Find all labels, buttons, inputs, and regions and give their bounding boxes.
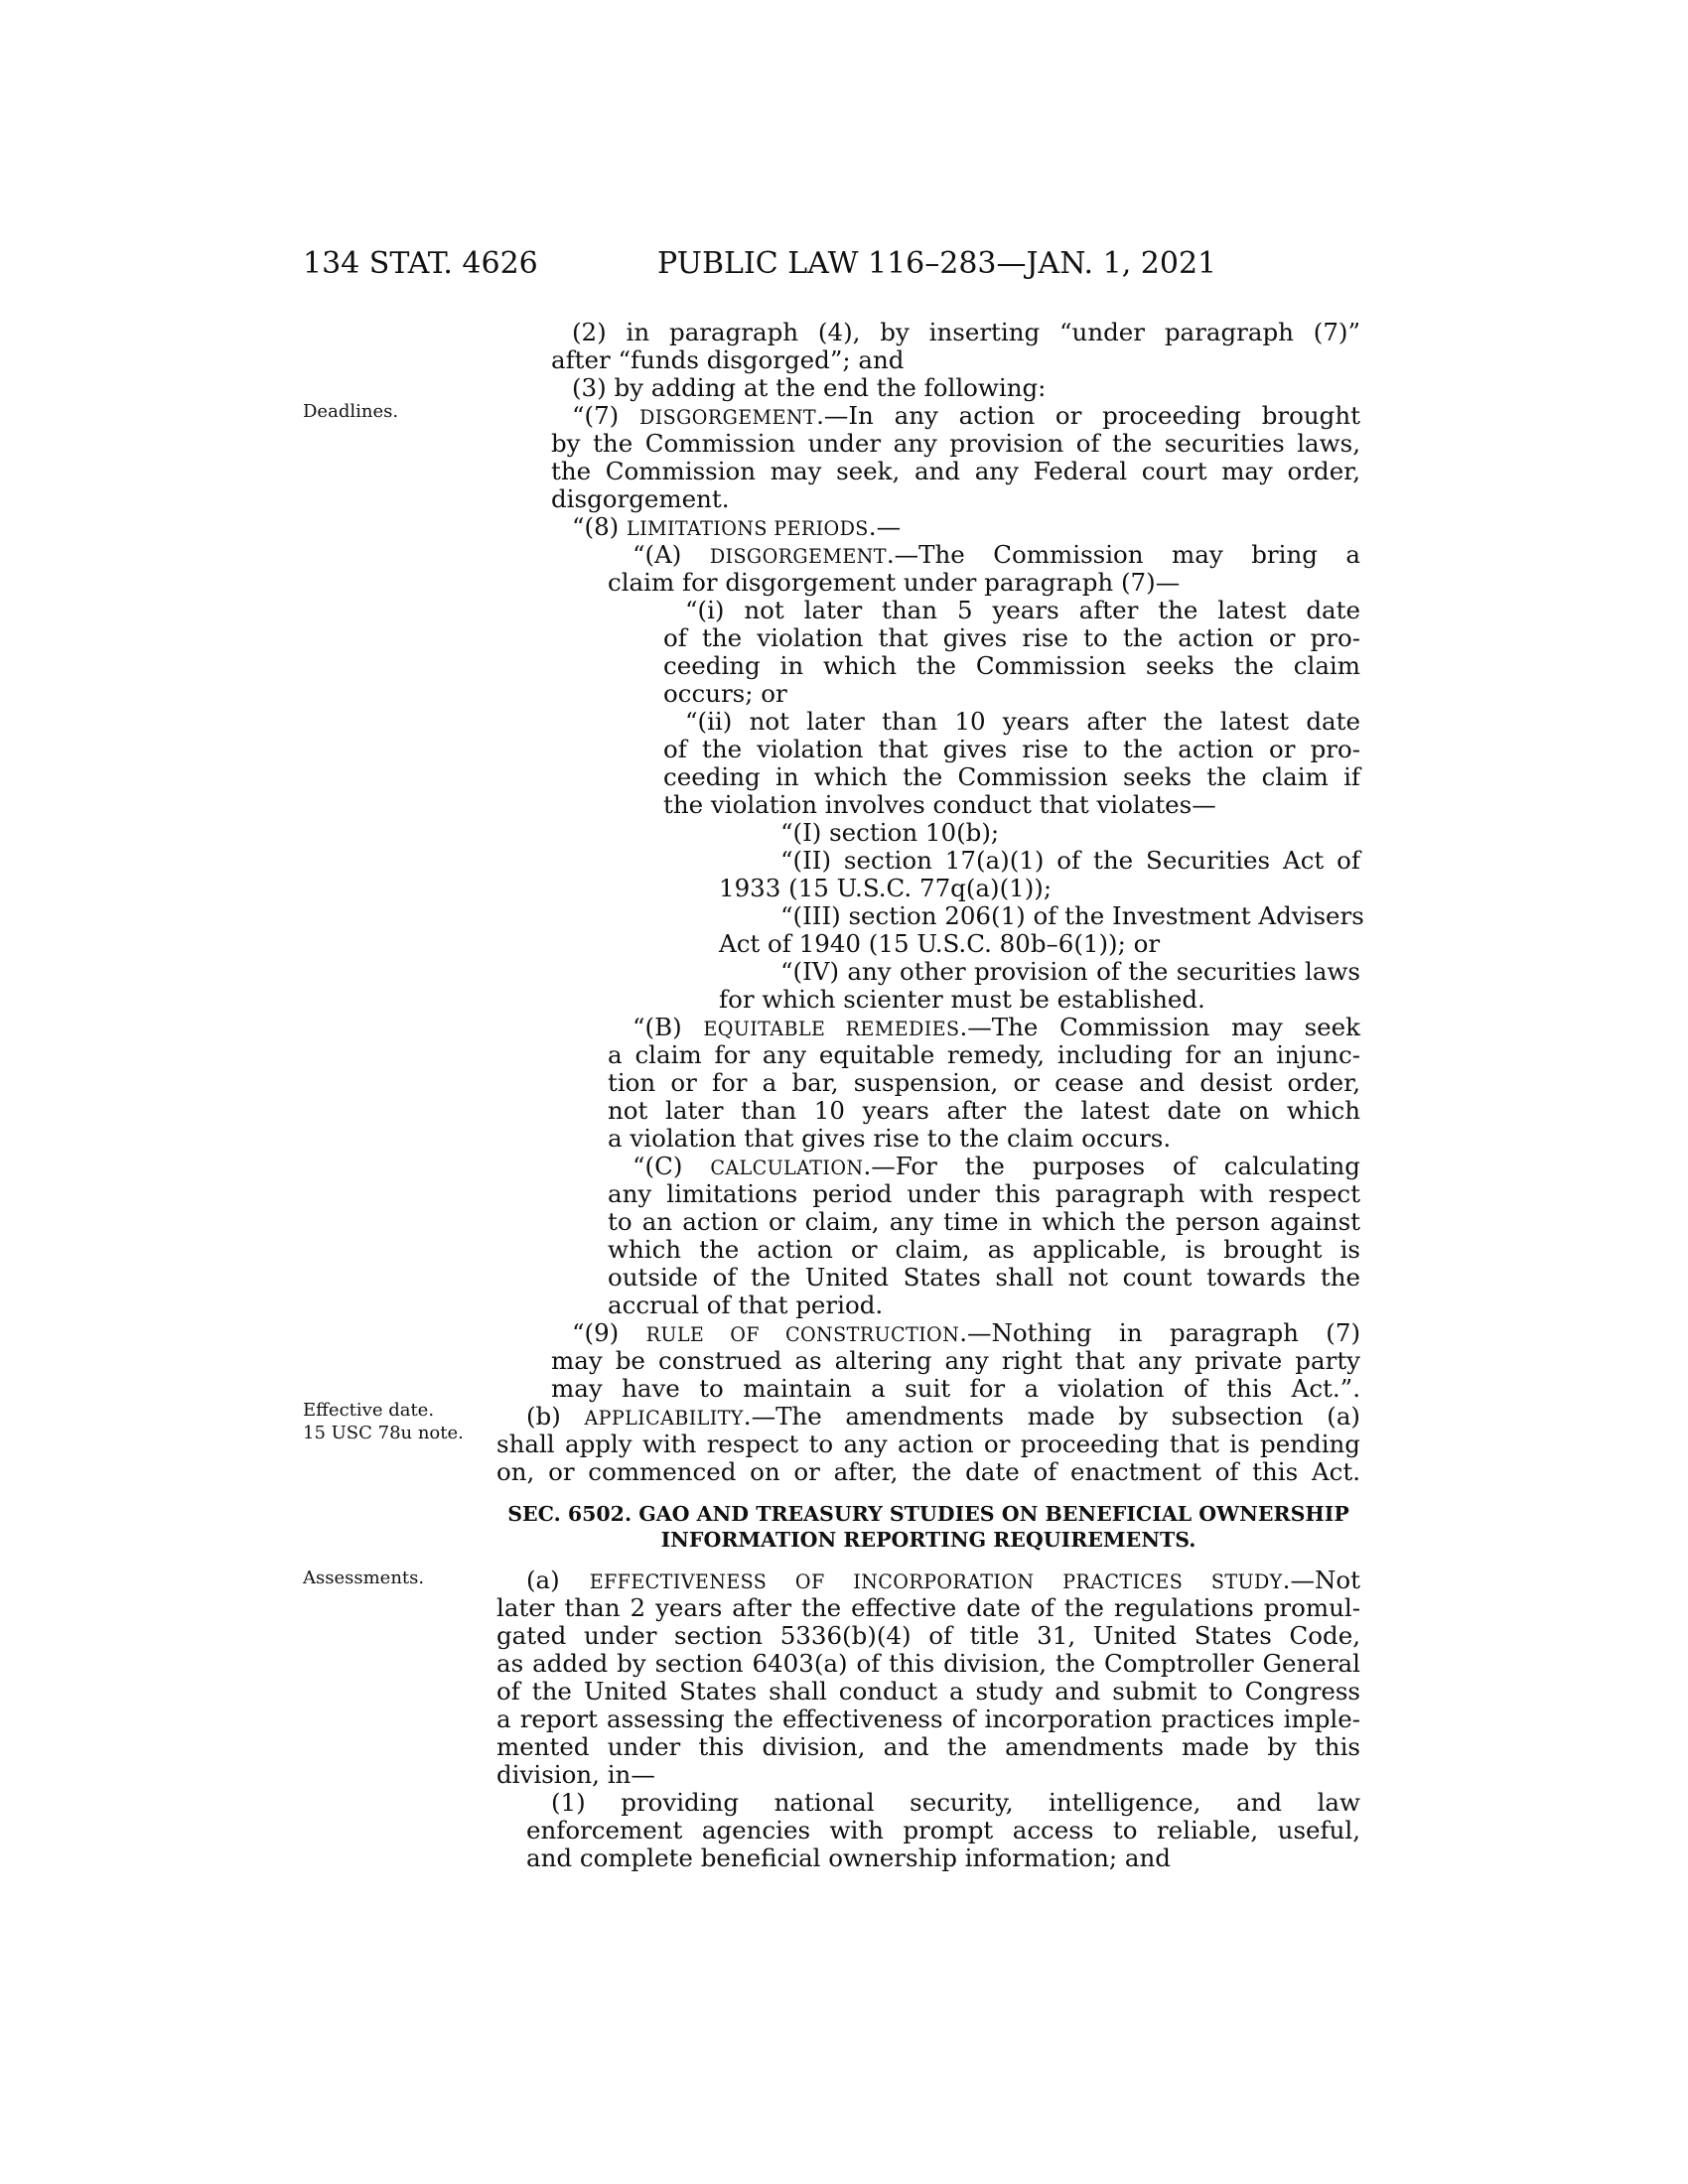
text-line: not later than 10 years after the latest date on which (608, 1096, 1360, 1125)
text-line: “(C) CALCULATION.—For the purposes of calculating (633, 1152, 1360, 1180)
margin-note-usc: 15 USC 78u note. (303, 1423, 464, 1443)
text-line: a violation that gives rise to the claim occurs. (608, 1124, 1172, 1153)
text-line: accrual of that period. (608, 1291, 884, 1319)
text-line: “(IV) any other provision of the securities laws (780, 957, 1360, 986)
text-line: may have to maintain a suit for a violation of this Act.”. (551, 1374, 1360, 1403)
text-line: “(A) DISGORGEMENT.—The Commission may bring a (633, 540, 1360, 569)
text-line: on, or commenced on or after, the date of enactment of this Act. (496, 1457, 1360, 1486)
text-line: which the action or claim, as applicable, is brought is (608, 1235, 1360, 1264)
text-line: may be construed as altering any right that any private party (551, 1346, 1360, 1375)
margin-note-deadlines: Deadlines. (303, 401, 399, 422)
text-line: shall apply with respect to any action or proceeding that is pending (496, 1430, 1360, 1458)
text-line: tion or for a bar, suspension, or cease and desist order, (608, 1068, 1360, 1097)
text-line: ceeding in which the Commission seeks the claim (663, 651, 1360, 680)
text-line: for which scienter must be established. (719, 985, 1205, 1014)
text-line: (1) providing national security, intelligence, and law (551, 1788, 1360, 1817)
text-line: enforcement agencies with prompt access to reliable, useful, (526, 1816, 1360, 1844)
text-line: later than 2 years after the effective date of the regulations promul- (496, 1593, 1360, 1622)
text-line: “(ii) not later than 10 years after the latest date (685, 707, 1360, 736)
text-line: occurs; or (663, 679, 787, 708)
text-line: “(8) LIMITATIONS PERIODS.— (572, 512, 902, 541)
text-line: of the violation that gives rise to the action or pro- (663, 623, 1360, 652)
text-line: disgorgement. (551, 484, 730, 513)
text-line: a claim for any equitable remedy, including for an injunc- (608, 1040, 1360, 1069)
text-line: the violation involves conduct that violates— (663, 790, 1216, 819)
section-heading-cont: INFORMATION REPORTING REQUIREMENTS. (660, 1528, 1196, 1552)
text-line: 1933 (15 U.S.C. 77q(a)(1)); (719, 874, 1053, 902)
text-line: “(9) RULE OF CONSTRUCTION.—Nothing in paragraph (7) (572, 1318, 1360, 1347)
text-line: (b) APPLICABILITY.—The amendments made by subsection (a) (526, 1402, 1360, 1431)
margin-note-assessments: Assessments. (303, 1568, 425, 1588)
text-line: “(I) section 10(b); (780, 818, 1000, 847)
text-line: “(i) not later than 5 years after the latest date (685, 596, 1360, 624)
text-line: division, in— (496, 1760, 655, 1789)
section-heading: SEC. 6502. GAO AND TREASURY STUDIES ON BENEFICIAL OWNERSHIP (507, 1502, 1349, 1526)
text-line: ceeding in which the Commission seeks the claim if (663, 762, 1360, 791)
text-line: mented under this division, and the amendments made by this (496, 1732, 1360, 1761)
text-line: “(B) EQUITABLE REMEDIES.—The Commission may seek (633, 1013, 1360, 1041)
text-line: of the violation that gives rise to the action or pro- (663, 735, 1360, 763)
text-line: after “funds disgorged”; and (551, 345, 905, 374)
text-line: any limitations period under this paragraph with respect (608, 1179, 1360, 1208)
text-line: gated under section 5336(b)(4) of title 31, United States Code, (496, 1621, 1360, 1650)
page-stat-number: 134 STAT. 4626 (303, 246, 538, 281)
text-line: Act of 1940 (15 U.S.C. 80b–6(1)); or (719, 929, 1161, 958)
text-line: by the Commission under any provision of the securities laws, (551, 429, 1360, 458)
text-line: claim for disgorgement under paragraph (7)— (608, 568, 1181, 597)
text-line: “(II) section 17(a)(1) of the Securities Act of (780, 846, 1360, 875)
margin-note-effective-date: Effective date. (303, 1400, 435, 1421)
text-line: and complete beneficial ownership information; and (526, 1843, 1171, 1872)
text-line: “(III) section 206(1) of the Investment Advisers (780, 901, 1364, 930)
text-line: “(7) DISGORGEMENT.—In any action or proceeding brought (572, 401, 1360, 430)
text-line: the Commission may seek, and any Federal court may order, (551, 457, 1360, 485)
text-line: outside of the United States shall not count towards the (608, 1263, 1360, 1292)
text-line: (2) in paragraph (4), by inserting “under paragraph (7)” (572, 318, 1360, 346)
text-line: (3) by adding at the end the following: (572, 373, 1047, 402)
running-header: PUBLIC LAW 116–283—JAN. 1, 2021 (657, 246, 1217, 281)
text-line: a report assessing the effectiveness of incorporation practices imple- (496, 1705, 1360, 1733)
text-line: to an action or claim, any time in which the person against (608, 1207, 1360, 1236)
text-line: as added by section 6403(a) of this division, the Comptroller General (496, 1649, 1360, 1678)
text-line: of the United States shall conduct a study and submit to Congress (496, 1677, 1360, 1706)
text-line: (a) EFFECTIVENESS OF INCORPORATION PRACTICES STUDY.—Not (526, 1566, 1360, 1594)
